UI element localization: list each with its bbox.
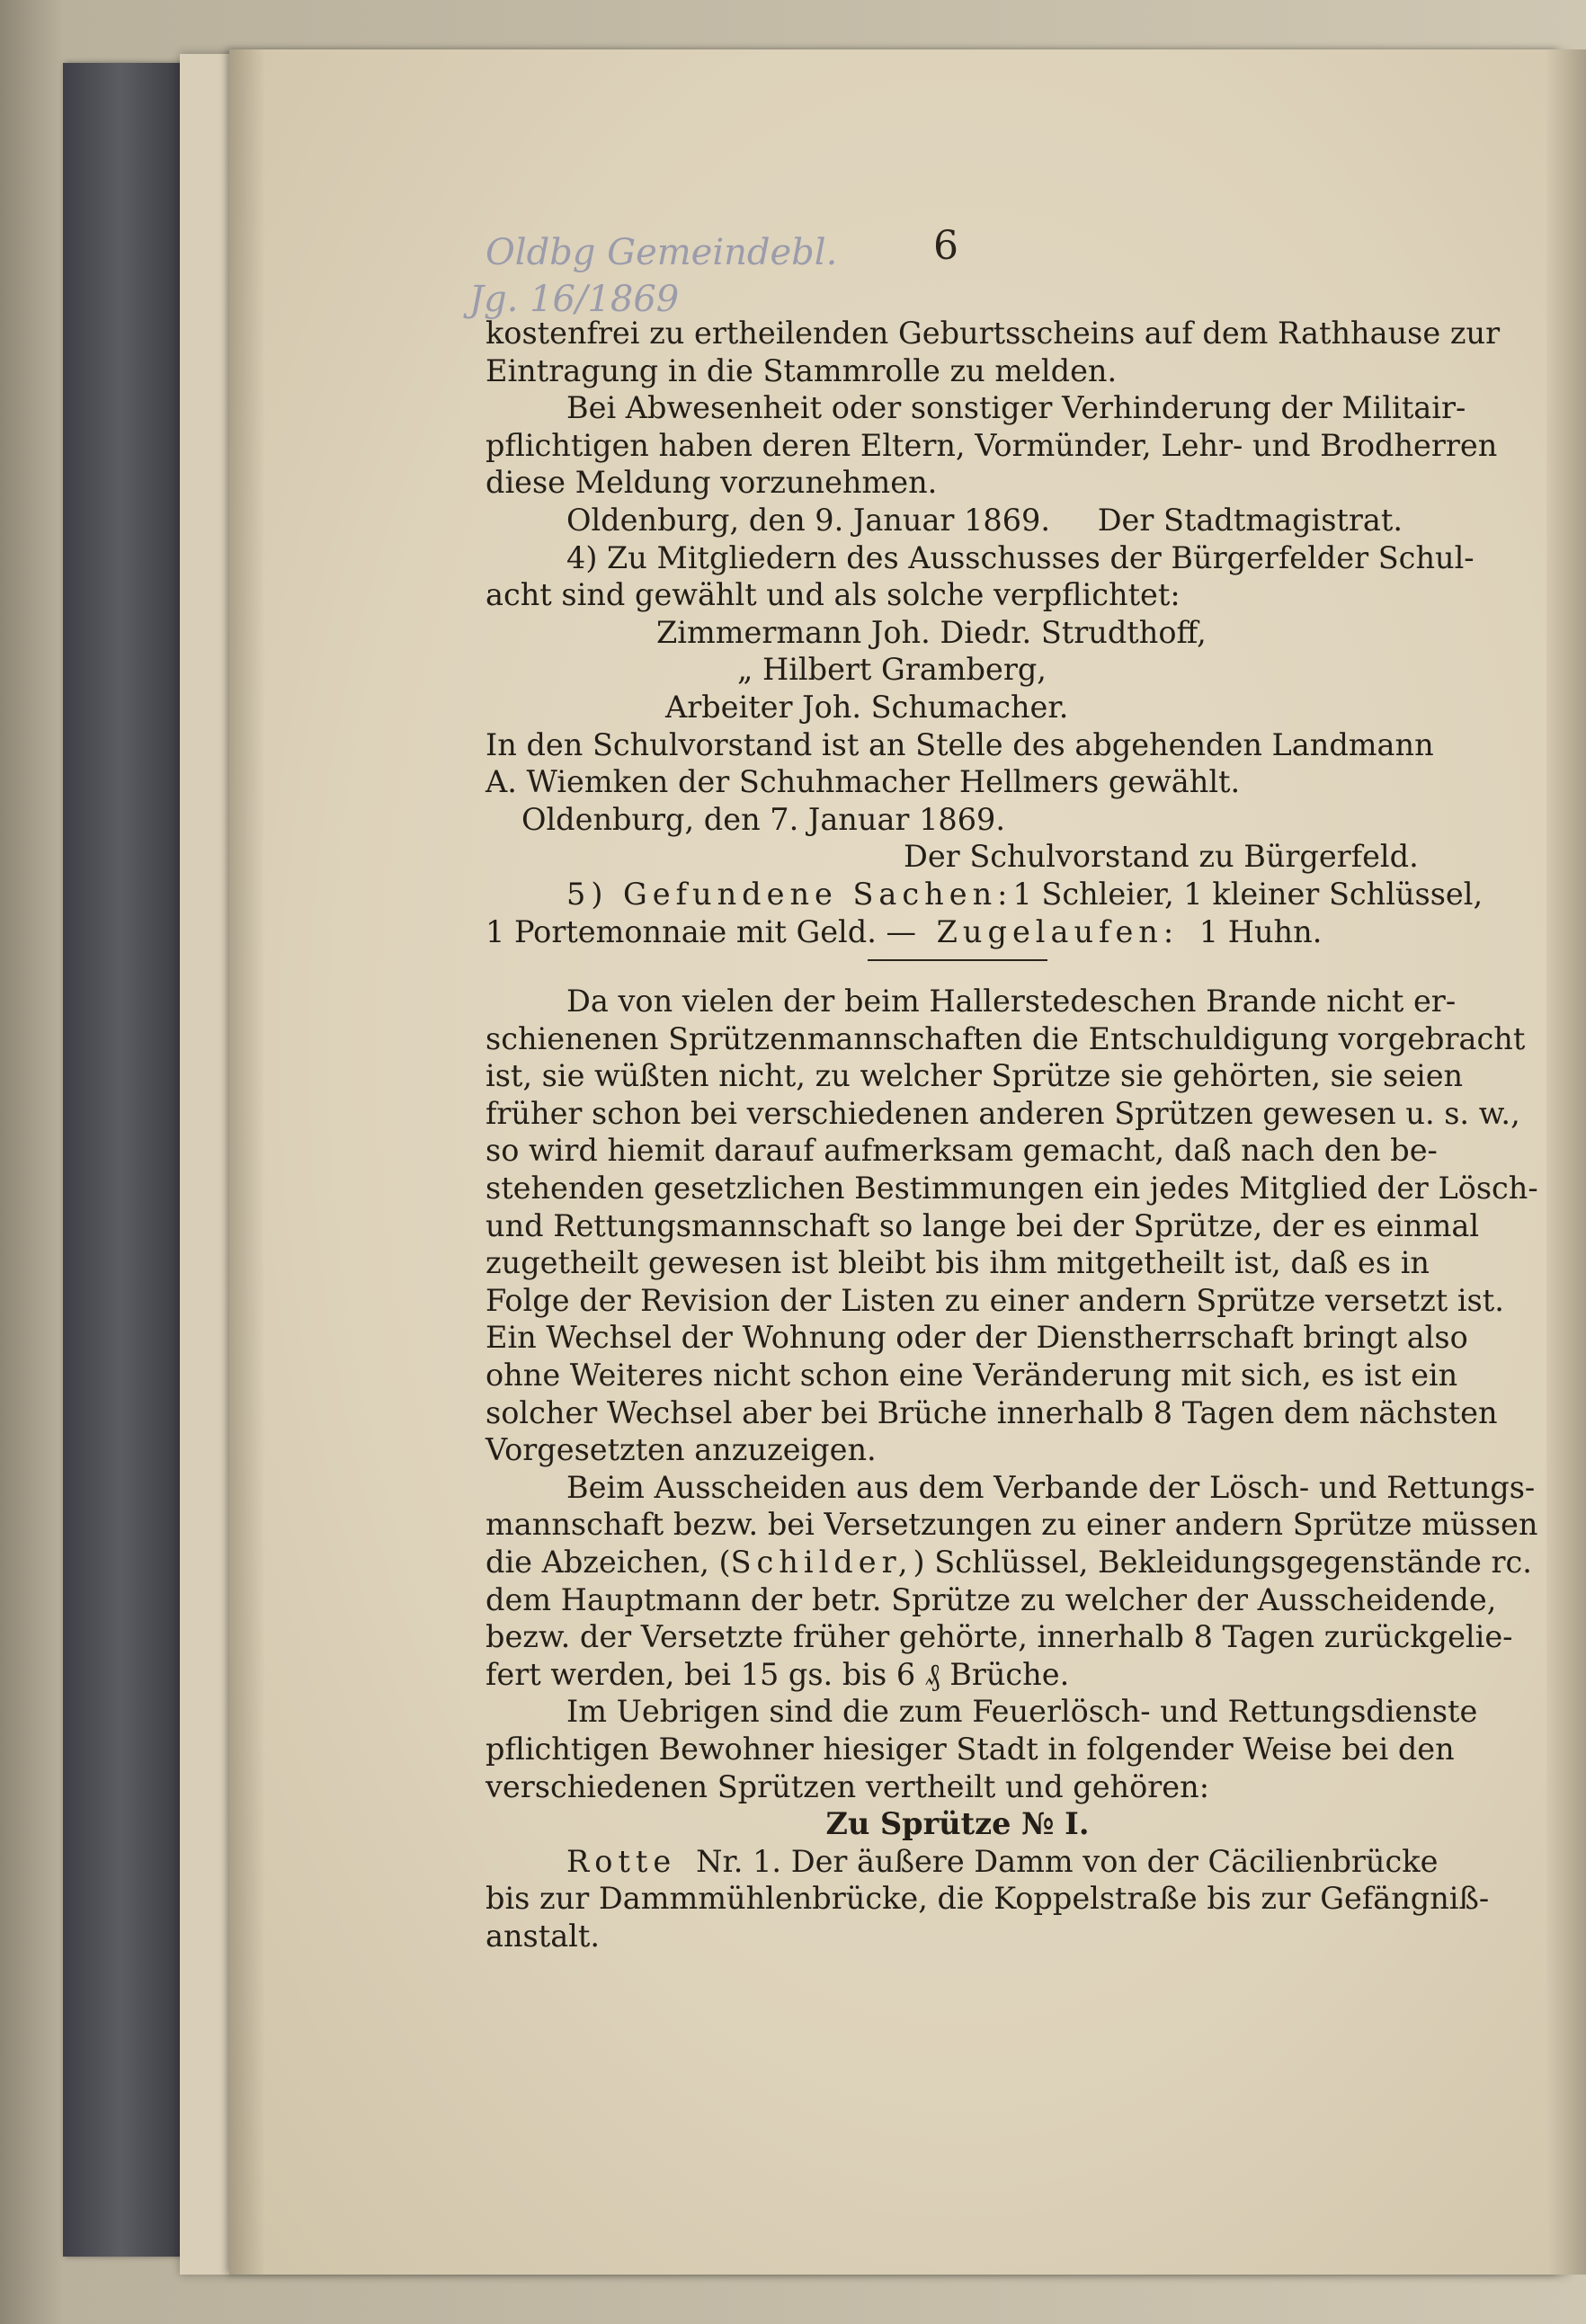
- text-line: Vorgesetzten anzuzeigen.: [486, 1432, 877, 1468]
- text-line: [486, 1544, 1532, 1581]
- page-text: [486, 315, 1538, 1955]
- date-text: Oldenburg, den 9. Januar 1869.: [566, 502, 1050, 538]
- text-line: [486, 1843, 1439, 1881]
- text-line: kostenfrei zu ertheilenden Geburtsscheins auf dem Rathhause zur: [486, 316, 1501, 351]
- signatory-text: Der Stadtmagistrat.: [1097, 502, 1403, 538]
- text-line: Eintragung in die Stammrolle zu melden.: [486, 352, 1118, 388]
- found-items-line-2: [486, 913, 1430, 951]
- member-name: „ Hilbert Gramberg,: [737, 652, 1047, 688]
- text-line: bezw. der Versetzte früher gehörte, innerhalb 8 Tagen zurückgelie-: [486, 1619, 1513, 1655]
- text-line: schienenen Sprützenmannschaften die Entschuldigung vorgebracht: [486, 1020, 1526, 1056]
- text-line: Im Uebrigen sind die zum Feuerlösch- und Rettungsdienste: [566, 1694, 1478, 1730]
- text-line: diese Meldung vorzunehmen.: [486, 465, 938, 501]
- section-divider: [868, 959, 1047, 961]
- text-line: solcher Wechsel aber bei Brüche innerhalb 8 Tagen dem nächsten: [486, 1394, 1498, 1430]
- text-line: Bei Abwesenheit oder sonstiger Verhinderung der Militair-: [566, 390, 1466, 426]
- text-line: anstalt.: [486, 1918, 600, 1954]
- text-line: acht sind gewählt und als solche verpflichtet:: [486, 577, 1181, 613]
- text-line: dem Hauptmann der betr. Sprütze zu welcher der Ausscheidende,: [486, 1581, 1497, 1617]
- text-line: pflichtigen Bewohner hiesiger Stadt in folgender Weise bei den: [486, 1731, 1455, 1767]
- text-line: ist, sie wüßten nicht, zu welcher Sprütze sie gehörten, sie seien: [486, 1058, 1464, 1094]
- handwritten-archive-note: [469, 229, 917, 323]
- text-line: verschiedenen Sprützen vertheilt und gehören:: [486, 1768, 1209, 1804]
- text-line: mannschaft bezw. bei Versetzungen zu einer andern Sprütze müssen: [486, 1507, 1538, 1543]
- strayed-label: Zugelaufen:: [936, 913, 1180, 949]
- text-line: A. Wiemken der Schuhmacher Hellmers gewählt.: [486, 764, 1241, 800]
- handwritten-line-2: Jg. 16/1869: [469, 279, 680, 320]
- text-line: bis zur Dammmühlenbrücke, die Koppelstraße bis zur Gefängniß-: [486, 1881, 1490, 1917]
- date-text: Oldenburg, den 7. Januar 1869.: [521, 801, 1005, 837]
- emphasized-word: Schilder,: [730, 1545, 913, 1580]
- text-fragment: Nr. 1. Der äußere Damm von der Cäcilienbrücke: [696, 1843, 1439, 1879]
- text-line: und Rettungsmannschaft so lange bei der Sprütze, der es einmal: [486, 1207, 1480, 1243]
- strayed-text: 1 Huhn.: [1198, 913, 1323, 949]
- text-line: fert werden, bei 15 gs. bis 6 ₰ Brüche.: [486, 1656, 1070, 1692]
- found-items-text: 1 Schleier, 1 kleiner Schlüssel,: [1012, 876, 1484, 912]
- found-items-line: [486, 876, 1484, 913]
- text-fragment: die Abzeichen, (: [486, 1545, 731, 1580]
- page-number: 6: [933, 223, 958, 269]
- member-name: Arbeiter Joh. Schumacher.: [665, 689, 1069, 725]
- member-name: Zimmermann Joh. Diedr. Strudthoff,: [656, 614, 1207, 650]
- text-line: stehenden gesetzlichen Bestimmungen ein jedes Mitglied der Lösch-: [486, 1171, 1538, 1207]
- page-edge: [1546, 49, 1586, 2275]
- text-line: Folge der Revision der Listen zu einer andern Sprütze versetzt ist.: [486, 1282, 1504, 1318]
- text-fragment: ) Schlüssel, Bekleidungsgegenstände rc.: [913, 1545, 1532, 1580]
- section-4-start: 4) Zu Mitgliedern des Ausschusses der Bürgerfelder Schul-: [566, 539, 1475, 575]
- found-items-text: 1 Portemonnaie mit Geld. —: [486, 913, 916, 949]
- signatory-text: Der Schulvorstand zu Bürgerfeld.: [904, 839, 1419, 875]
- text-line: Ein Wechsel der Wohnung oder der Dienstherrschaft bringt also: [486, 1320, 1468, 1356]
- handwritten-line-1: Oldbg Gemeindebl.: [486, 232, 838, 273]
- text-line: Beim Ausscheiden aus dem Verbande der Lösch- und Rettungs-: [566, 1469, 1536, 1505]
- text-line: ohne Weiteres nicht schon eine Veränderung mit sich, es ist ein: [486, 1358, 1458, 1394]
- text-line: so wird hiemit darauf aufmerksam gemacht, daß nach den be-: [486, 1133, 1438, 1169]
- signature-line: [486, 502, 1430, 539]
- page-gutter-shadow: [229, 49, 265, 2275]
- found-items-label: 5) Gefundene Sachen:: [566, 876, 1013, 912]
- text-line: zugetheilt gewesen ist bleibt bis ihm mitgetheilt ist, daß es in: [486, 1245, 1430, 1281]
- section-heading: Zu Sprütze № I.: [825, 1806, 1090, 1842]
- text-line: früher schon bei verschiedenen anderen Sprützen gewesen u. s. w.,: [486, 1095, 1520, 1131]
- text-line: Da von vielen der beim Hallerstedeschen Brande nicht er-: [566, 984, 1457, 1020]
- text-line: pflichtigen haben deren Eltern, Vormünder, Lehr- und Brodherren: [486, 427, 1498, 463]
- text-line: In den Schulvorstand ist an Stelle des abgehenden Landmann: [486, 726, 1434, 762]
- rotte-label: Rotte: [566, 1843, 677, 1879]
